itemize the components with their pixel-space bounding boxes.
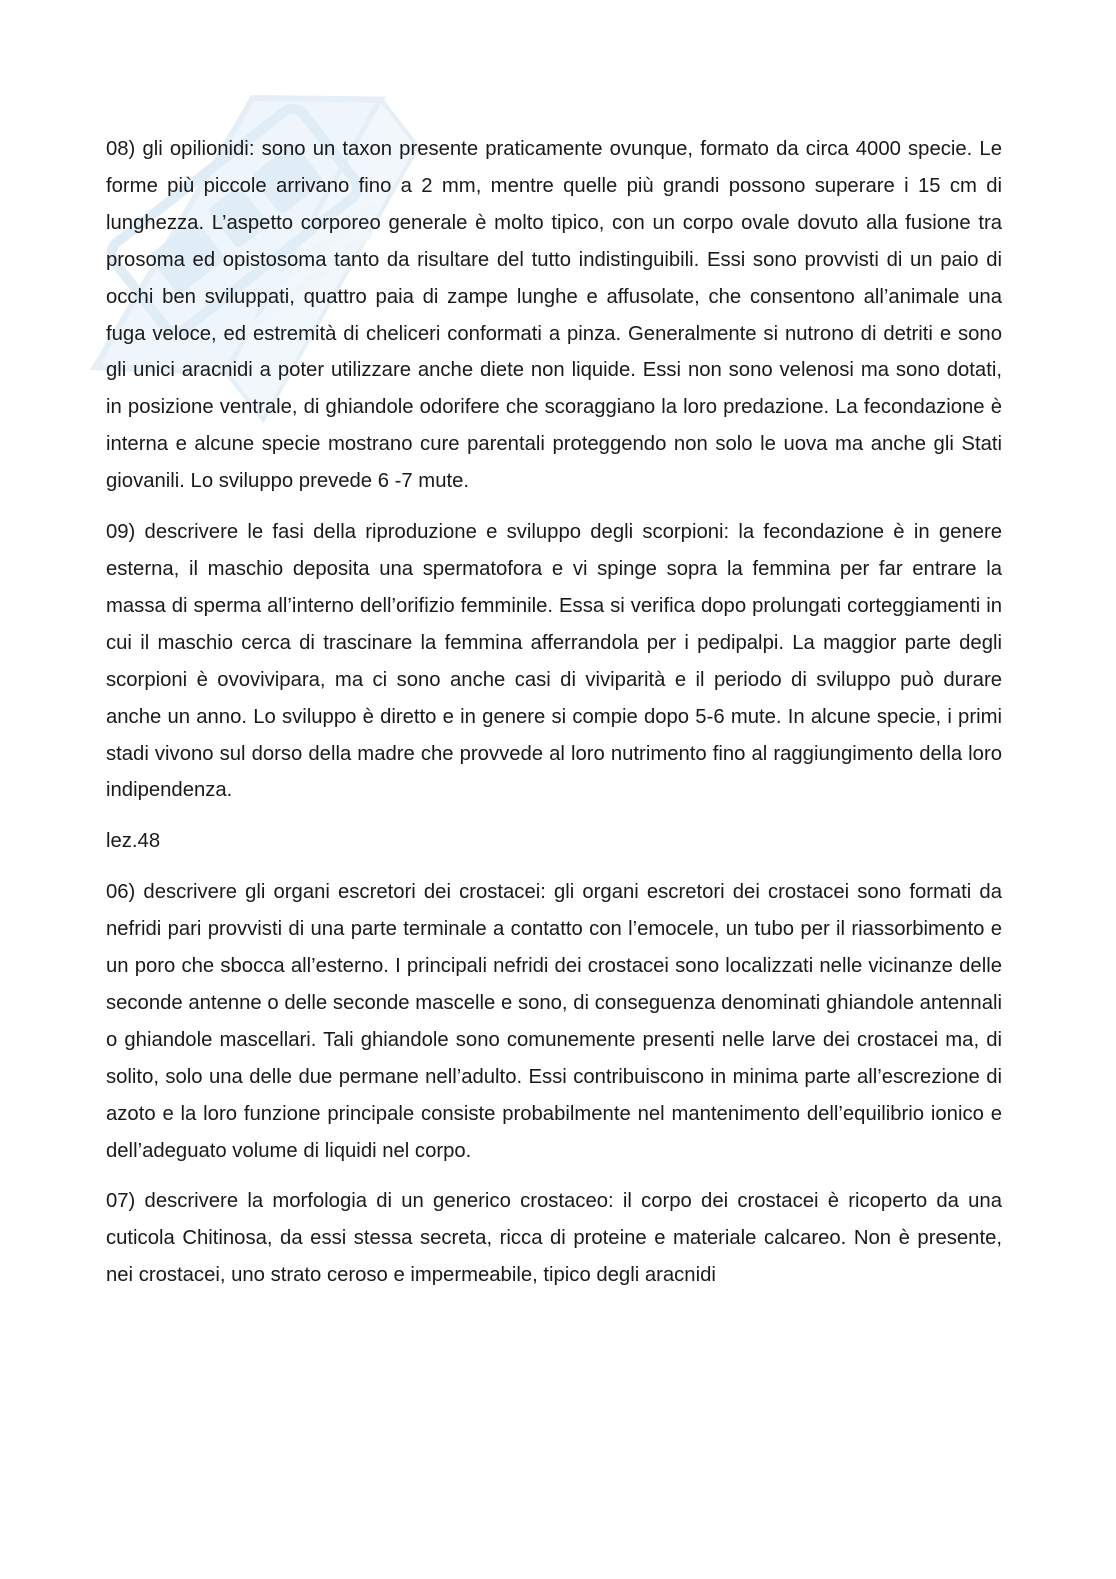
answer-06-organi-escretori: 06) descrivere gli organi escretori dei crostacei: gli organi escretori dei crostacei sono formati da nefridi pari provvisti di una parte terminale a contatto con l’emocele, un tubo per il riassorbimento e un poro che sbocca all’esterno. I principali nefridi dei crostacei sono localizzati nelle vicinanze delle seconde antenne o delle seconde mascelle e sono, di conseguenza denominati ghiandole antennali o ghiandole mascellari. Tali ghiandole sono comunemente presenti nelle larve dei crostacei ma, di solito, solo una delle due permane nell’adulto. Essi contribuiscono in minima parte all’escrezione di azoto e la loro funzione principale consiste probabilmente nel mantenimento dell’equilibrio ionico e dell’adeguato volume di liquidi nel corpo. — [106, 881, 1002, 1162]
document-body — [106, 131, 1002, 1308]
answer-07-morfologia-crostaceo: 07) descrivere la morfologia di un generico crostaceo: il corpo dei crostacei è ricoperto da una cuticola Chitinosa, da essi stessa secreta, ricca di proteine e materiale calcareo. Non è presente, nei crostacei, uno strato ceroso e impermeabile, tipico degli aracnidi — [106, 1190, 1002, 1287]
answer-08-opilionidi: 08) gli opilionidi: sono un taxon presente praticamente ovunque, formato da circa 4000 specie. Le forme più piccole arrivano fino a 2 mm, mentre quelle più grandi possono superare i 15 cm di lunghezza. L’aspetto corporeo generale è molto tipico, con un corpo ovale dovuto alla fusione tra prosoma ed opistosoma tanto da risultare del tutto indistinguibili. Essi sono provvisti di un paio di occhi ben sviluppati, quattro paia di zampe lunghe e affusolate, che consentono all’animale una fuga veloce, ed estremità di cheliceri conformati a pinza. Generalmente si nutrono di detriti e sono gli unici aracnidi a poter utilizzare anche diete non liquide. Essi non sono velenosi ma sono dotati, in posizione ventrale, di ghiandole odorifere che scoraggiano la loro predazione. La fecondazione è interna e alcune specie mostrano cure parentali proteggendo non solo le uova ma anche gli Stati giovanili. Lo sviluppo prevede 6 -7 mute. — [106, 138, 1002, 493]
lesson-heading: lez.48 — [106, 830, 161, 853]
answer-09-scorpioni: 09) descrivere le fasi della riproduzione e sviluppo degli scorpioni: la fecondazione è in genere esterna, il maschio deposita una spermatofora e vi spinge sopra la femmina per far entrare la massa di sperma all’interno dell’orifizio femminile. Essa si verifica dopo prolungati corteggiamenti in cui il maschio cerca di trascinare la femmina afferrandola per i pedipalpi. La maggior parte degli scorpioni è ovovivipara, ma ci sono anche casi di viviparità e il periodo di sviluppo può durare anche un anno. Lo sviluppo è diretto e in genere si compie dopo 5-6 mute. In alcune specie, i primi stadi vivono sul dorso della madre che provvede al loro nutrimento fino al raggiungimento della loro indipendenza. — [106, 521, 1002, 802]
